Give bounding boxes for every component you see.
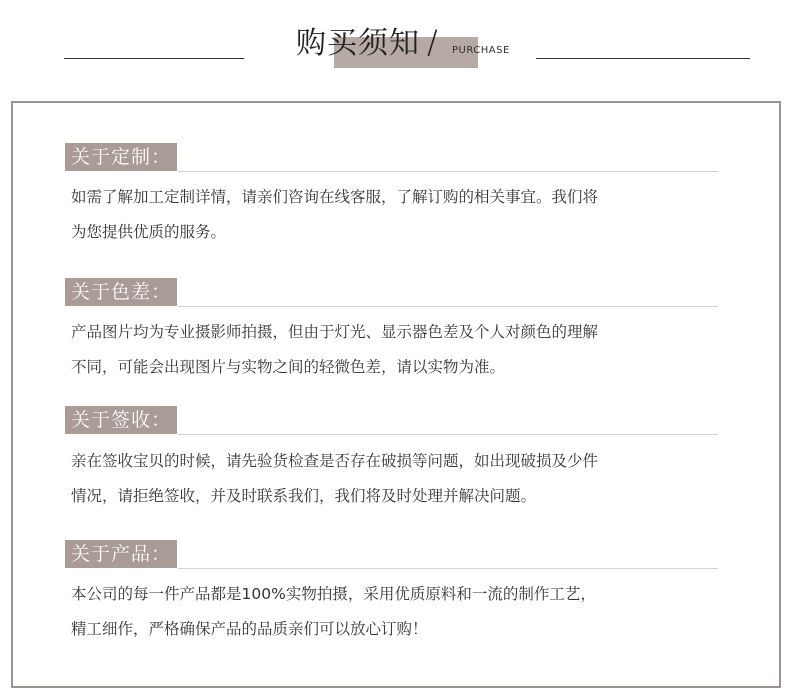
body-line: 本公司的每一件产品都是100%实物拍摄，采用优质原料和一流的制作工艺， xyxy=(71,585,596,603)
section-divider xyxy=(178,568,718,569)
body-line: 产品图片均为专业摄影师拍摄，但由于灯光、显示器色差及个人对颜色的理解 xyxy=(71,323,599,341)
page-title: 购买须知 xyxy=(296,26,420,61)
section-body-product xyxy=(71,577,731,647)
section-divider xyxy=(178,434,718,435)
section-body-receipt xyxy=(71,444,731,514)
section-divider xyxy=(178,306,718,307)
page-subtitle: PURCHASE xyxy=(452,45,510,56)
body-line: 为您提供优质的服务。 xyxy=(71,223,227,241)
section-title-custom: 关于定制： xyxy=(65,143,177,171)
title-slash: / xyxy=(427,23,438,61)
body-line: 精工细作，严格确保产品的品质亲们可以放心订购！ xyxy=(71,620,428,638)
header-rule-left xyxy=(64,58,244,59)
section-body-custom xyxy=(71,180,731,250)
section-title-product: 关于产品： xyxy=(65,540,177,568)
body-line: 情况，请拒绝签收，并及时联系我们，我们将及时处理并解决问题。 xyxy=(71,487,537,505)
section-divider xyxy=(178,171,718,172)
section-title-color: 关于色差： xyxy=(65,278,177,306)
body-line: 不同，可能会出现图片与实物之间的轻微色差，请以实物为准。 xyxy=(71,358,506,376)
section-title-receipt: 关于签收： xyxy=(65,406,177,434)
body-line: 如需了解加工定制详情，请亲们咨询在线客服，了解订购的相关事宜。我们将 xyxy=(71,188,599,206)
section-body-color xyxy=(71,315,731,385)
header-rule-right xyxy=(536,58,750,59)
page-header xyxy=(0,0,790,80)
body-line: 亲在签收宝贝的时候，请先验货检查是否存在破损等问题，如出现破损及少件 xyxy=(71,452,599,470)
